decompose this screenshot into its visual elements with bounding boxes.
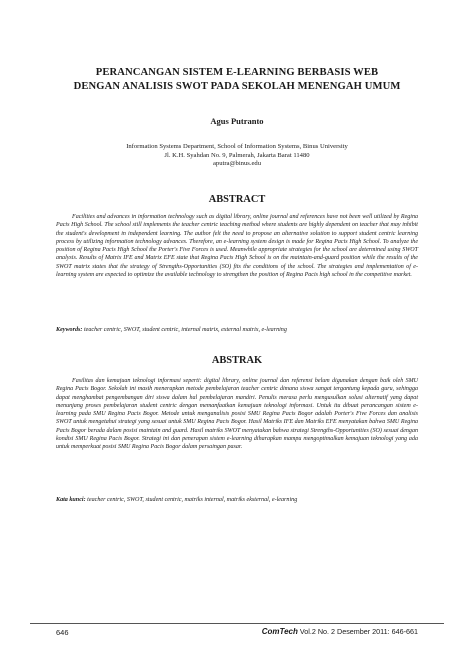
kata-kunci-label: Kata kunci: (56, 497, 86, 503)
title-line-1: PERANCANGAN SISTEM E-LEARNING BERBASIS WEB (95, 67, 379, 78)
affiliation-department: Information Systems Department, School of Information Systems, Binus University (126, 143, 348, 150)
author-email[interactable]: aputra@binus.edu (212, 160, 261, 168)
journal-name: ComTech (261, 627, 298, 636)
journal-detail: Vol.2 No. 2 Desember 2011: 646-661 (299, 627, 418, 636)
abstract-heading: ABSTRACT (208, 194, 266, 205)
kata-kunci-text: teacher centric, SWOT, student centric, matriks internal, matriks eksternal, e-learning (87, 497, 298, 503)
author-name: Agus Putranto (210, 116, 264, 126)
paper-title (40, 66, 434, 94)
keywords-text: teacher centric, SWOT, student centric, internal matrix, external matrix, e-learning (83, 327, 287, 333)
title-line-2: DENGAN ANALISIS SWOT PADA SEKOLAH MENENGAH UMUM (73, 81, 401, 92)
author-affiliation (40, 143, 434, 169)
kata-kunci (56, 496, 418, 504)
affiliation-address: Jl. K.H. Syahdan No. 9, Palmerah, Jakarta Barat 11480 (164, 151, 310, 159)
keywords (56, 326, 418, 334)
abstrak-heading: ABSTRAK (211, 355, 263, 366)
keywords-label: Keywords: (56, 327, 83, 333)
abstrak-text: Fasilitas dan kemajuan teknologi informasi seperti: digital library, online journal dan referensi belum digunakan dengan baik oleh SMU Regina Pacis Bogor. Sekolah ini masih menerapkan metode pembelajaran teacher centric dimana siswa sangat tergantung kepada guru, sehingga dapat menghambat pengembangan diri siswa dalam hal pembelajaran mandiri. Penulis merasa perlu mengusulkan solusi alternatif yang dapat menunjang proses pembelajaran student centric dengan memanfaatkan kemajuan teknologi informasi. Untuk itu dibuat perancangan sistem e-learning pada SMU Regina Pacis Bogor. Metode untuk menganalisis posisi SMU Regina Pacis Bogor adalah Porter's Five Forces dan analisis SWOT untuk mengetahui strategi yang sesuai untuk SMU Regina Pacis Bogor. Hasil Matriks IFE dan Matriks EFE menyatakan bahwa SMU Regina Pacis Bogor berada dalam posisi maintain and guard. Hasil matriks SWOT menyatakan bahwa strategi Strengths-Opportunities (SO) sesuai dengan kondisi SMU Regina Pacis Bogor. Strategi ini dan penerapan sistem e-learning diharapkan mampu mengoptimalkan kemajuan teknologi yang ada untuk memperkuat posisi SMU Regina Pacis Bogor dalam persaingan pasar. (56, 378, 418, 450)
abstract-text: Facilities and advances in information technology such as digital library, online journal and references have not been well utilized by Regina Pacis High School. The school still implements the teacher centric teaching method where students are highly dependent on teacher that may inhibit the student's development in independent learning. The author felt the need to propose an alternative solution to support student centric learning process by utilizing information technology advances. Therefore, an e-learning system design is made for Regina Pacis High School. To analyze the position of Regina Pacis High School the Porter's Five Forces is used. Meanwhile appropriate strategies for the school are determined using SWOT analysis. Results of Matrix IFE and Matrix EFE state that Regina Pacis High School is on the maintain-and-guard position while the results of the SWOT matrix states that the strategy of Strengths-Opportunities (SO) fits the conditions of the school. The strategies and implementation of e-learning system are expected to optimize the available technology to strengthen the position of Regina Pacis high school in the competitive market. (56, 214, 418, 278)
page-number: 646 (56, 628, 69, 637)
journal-reference (262, 627, 418, 636)
footer-divider (30, 623, 444, 624)
